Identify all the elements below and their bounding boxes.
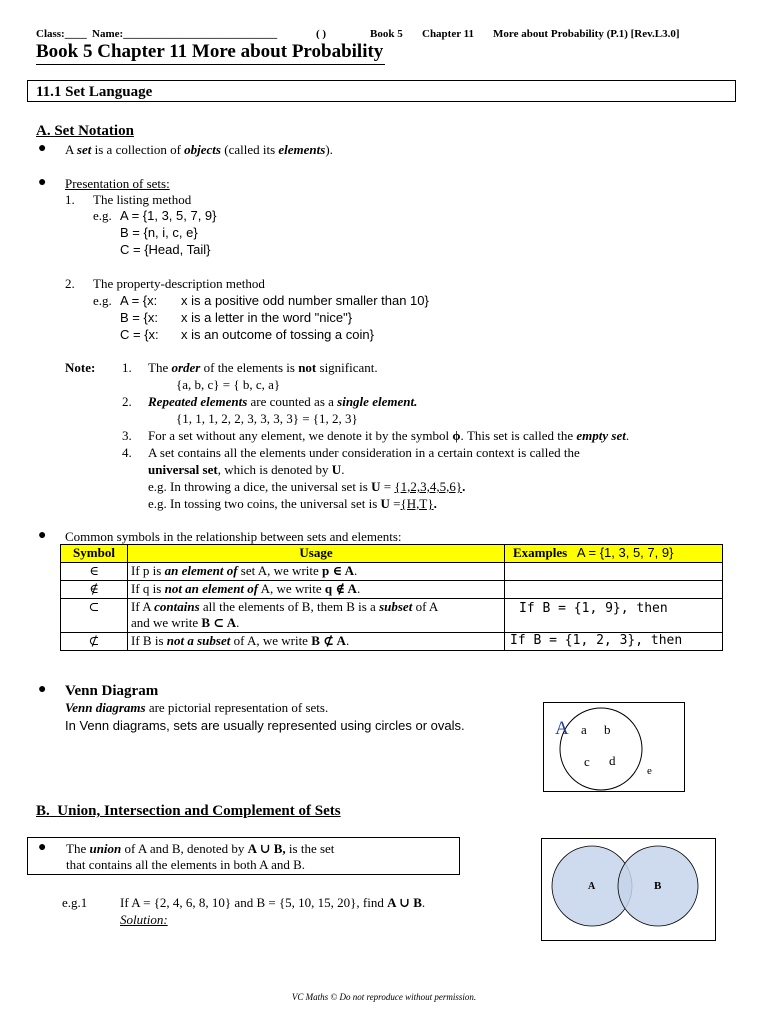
note4-example2: e.g. In tossing two coins, the universal set is U ={H,T}. (148, 496, 437, 511)
venn-line1: Venn diagrams are pictorial representation of sets. (65, 700, 329, 715)
property-line3-a: C = {x: (120, 327, 159, 342)
common-symbols-label: Common symbols in the relationship between sets and elements: (65, 529, 402, 544)
venn-label-b: B (654, 880, 662, 892)
property-line1-b: x is a positive odd number smaller than 10} (181, 293, 429, 308)
usage-cell: If p is an element of set A, we write p ∈ A. (128, 563, 505, 581)
note1-example: {a, b, c} = { b, c, a} (176, 377, 281, 392)
venn-line2: In Venn diagrams, sets are usually represented using circles or ovals. (65, 718, 465, 733)
property-line3-b: x is an outcome of tossing a coin} (181, 327, 374, 342)
property-label: The property-description method (93, 276, 265, 291)
symbol-cell: ⊄ (61, 633, 128, 651)
table-header-row (61, 545, 723, 563)
listing-line2: B = {n, i, c, e} (120, 225, 198, 240)
table-row (61, 581, 723, 599)
paren: ( ) (316, 28, 327, 40)
class-label: Class:____ (36, 28, 87, 40)
note2-num: 2. (122, 394, 132, 409)
page-title: Book 5 Chapter 11 More about Probability (36, 40, 385, 65)
property-line2-a: B = {x: (120, 310, 158, 325)
header-usage: Usage (128, 545, 505, 563)
usage-cell: If A contains all the elements of B, them B is a subset of A and we write B ⊂ A. (128, 599, 505, 633)
note4-line1: A set contains all the elements under consideration in a certain context is called the (148, 445, 580, 460)
usage-cell: If B is not a subset of A, we write B ⊄ A. (128, 633, 505, 651)
bullet-icon: ● (38, 840, 47, 855)
example-label: e.g.1 (62, 895, 88, 910)
set-definition: A set is a collection of objects (called its elements). (65, 142, 333, 157)
venn-diagram-2 (541, 838, 716, 941)
example-cell (505, 563, 723, 581)
note1-text: The order of the elements is not significant. (148, 360, 378, 375)
section-heading-box: 11.1 Set Language (27, 80, 736, 102)
note2-text: Repeated elements are counted as a single element. (148, 394, 418, 409)
header-book: Book 5 (370, 28, 403, 40)
symbol-cell: ∈ (61, 563, 128, 581)
example-cell: If B = {1, 9}, then (505, 599, 723, 633)
note3-text: For a set without any element, we denote it by the symbol ϕ. This set is called the empty set. (148, 428, 630, 443)
symbol-cell: ⊂ (61, 599, 128, 633)
note2-example: {1, 1, 1, 2, 2, 3, 3, 3, 3} = {1, 2, 3} (176, 411, 358, 426)
header-topic: More about Probability (P.1) [Rev.L3.0] (493, 28, 680, 40)
header-chapter: Chapter 11 (422, 28, 475, 40)
union-def-line2: that contains all the elements in both A and B. (66, 857, 306, 872)
union-definition-box (27, 837, 460, 875)
union-def-line1: The union of A and B, denoted by A ∪ B, is the set (66, 841, 335, 856)
usage-cell: If q is not an element of A, we write q ∉ A. (128, 581, 505, 599)
example-cell: If B = {1, 2, 3}, then (505, 633, 723, 651)
property-eg: e.g. (93, 293, 112, 308)
example-cell (505, 581, 723, 599)
listing-line1: A = {1, 3, 5, 7, 9} (120, 208, 217, 223)
venn-element: d (609, 753, 616, 768)
venn-set-label: A (555, 718, 569, 739)
bullet-icon: ● (38, 141, 47, 156)
venn-diagram-1 (543, 702, 685, 792)
venn-heading: Venn Diagram (65, 683, 159, 699)
section-a-heading: A. Set Notation (36, 123, 134, 139)
note-label: Note: (65, 360, 96, 375)
property-num: 2. (65, 276, 75, 291)
venn-circle (544, 703, 684, 791)
bullet-icon: ● (38, 528, 47, 543)
venn-outside-element: e (647, 765, 652, 777)
note4-example1: e.g. In throwing a dice, the universal set is U = {1,2,3,4,5,6}. (148, 479, 466, 494)
table-row (61, 599, 723, 633)
solution-label: Solution: (120, 912, 168, 927)
symbols-table (60, 544, 723, 651)
note1-num: 1. (122, 360, 132, 375)
table-row (61, 633, 723, 651)
bullet-icon: ● (38, 682, 47, 697)
note4-num: 4. (122, 445, 132, 460)
header-symbol: Symbol (61, 545, 128, 563)
venn-element: b (604, 722, 611, 737)
note3-num: 3. (122, 428, 132, 443)
listing-eg: e.g. (93, 208, 112, 223)
header-examples: Examples A = {1, 3, 5, 7, 9} (505, 545, 723, 563)
table-row (61, 563, 723, 581)
listing-line3: C = {Head, Tail} (120, 242, 211, 257)
union-venn-circles (542, 839, 715, 940)
symbol-cell: ∉ (61, 581, 128, 599)
bullet-icon: ● (38, 175, 47, 190)
property-line2-b: x is a letter in the word "nice"} (181, 310, 353, 325)
property-line1-a: A = {x: (120, 293, 158, 308)
footer-copyright: VC Maths © Do not reproduce without permission. (291, 992, 477, 1002)
presentation-label: Presentation of sets: (65, 176, 170, 191)
listing-num: 1. (65, 192, 75, 207)
listing-label: The listing method (93, 192, 192, 207)
section-b-heading: B. Union, Intersection and Complement of Sets (36, 803, 341, 819)
example-text: If A = {2, 4, 6, 8, 10} and B = {5, 10, 15, 20}, find A ∪ B. (120, 895, 426, 910)
venn-element: a (581, 722, 587, 737)
venn-label-a: A (588, 881, 596, 892)
note4-line2: universal set, which is denoted by U. (148, 462, 345, 477)
name-label: Name:____________________________ (92, 28, 278, 40)
venn-element: c (584, 754, 590, 769)
